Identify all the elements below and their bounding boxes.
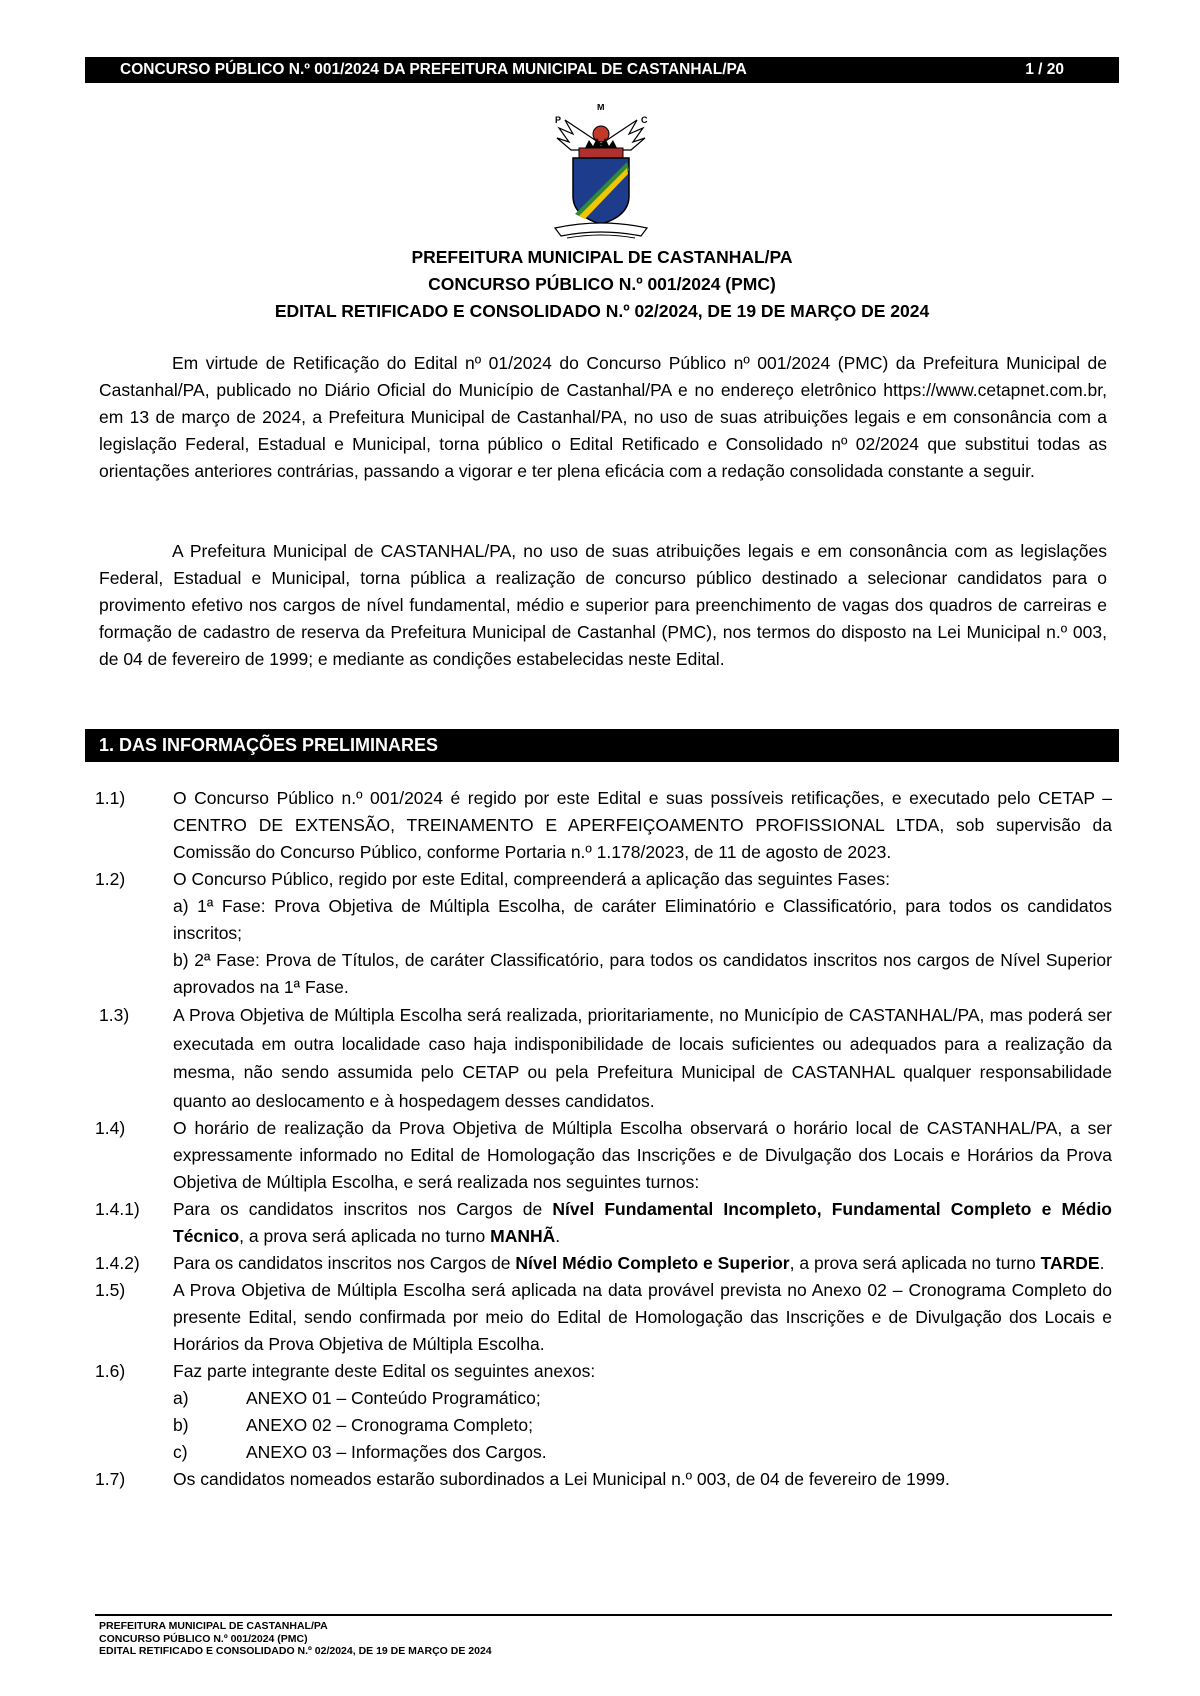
item-1-3 [95,1001,1112,1115]
footer-line-2: CONCURSO PÚBLICO N.º 001/2024 (PMC) [99,1632,308,1645]
item-1-6 [95,1358,1112,1466]
title-concurso: CONCURSO PÚBLICO N.º 001/2024 (PMC) [428,274,776,294]
item-1-4 [95,1115,1112,1196]
item-1-7 [95,1466,1112,1493]
item-text: O Concurso Público, regido por este Edital, compreenderá a aplicação das seguintes Fases: [173,869,890,889]
bold-turno: MANHÃ [490,1226,556,1246]
crest-letter-m: M [597,104,605,112]
header-title: CONCURSO PÚBLICO N.º 001/2024 DA PREFEITURA MUNICIPAL DE CASTANHAL/PA [120,61,747,78]
item-text: O Concurso Público n.º 001/2024 é regido por este Edital e suas possíveis retificações, e executado pelo CETAP – CENTRO DE EXTENSÃO, TREINAMENTO E APERFEIÇOAMENTO PROFISSIONAL LTDA, sob supervisão da Comissão do Concurso Público, conforme Portaria n.º 1.178/2023, de 11 de agosto de 2023. [173,788,1112,862]
crest-letter-c: C [641,115,648,125]
item-text: Para os candidatos inscritos nos Cargos de Nível Médio Completo e Superior, a prova será aplicada no turno TARDE. [173,1253,1105,1273]
item-text: O horário de realização da Prova Objetiva de Múltipla Escolha observará o horário local de CASTANHAL/PA, a ser expressamente informado no Edital de Homologação das Inscrições e de Divulgação dos Locais e Horários da Prova Objetiva de Múltipla Escolha, e será realizada nos seguintes turnos: [173,1118,1112,1192]
item-1-1 [95,785,1112,866]
section-title: 1. DAS INFORMAÇÕES PRELIMINARES [99,735,439,755]
item-text: A Prova Objetiva de Múltipla Escolha será realizada, prioritariamente, no Município de CASTANHAL/PA, mas poderá ser executada em outra localidade caso haja indisponibilidade de locais suficientes ou adequados para a realização da mesma, não sendo assumida pelo CETAP ou pela Prefeitura Municipal de CASTANHAL qualquer responsabilidade quanto ao deslocamento e à hospedagem desses candidatos. [173,1005,1112,1111]
footer-line-1: PREFEITURA MUNICIPAL DE CASTANHAL/PA [99,1620,328,1632]
municipal-crest [545,104,657,244]
item-number: 1.4.1) [95,1199,140,1219]
annex-item-b: b) ANEXO 02 – Cronograma Completo; [173,1415,533,1435]
item-text: Os candidatos nomeados estarão subordinados a Lei Municipal n.º 003, de 04 de fevereiro de 1999. [173,1469,950,1489]
footer-divider [95,1614,1112,1616]
item-text: Faz parte integrante deste Edital os seguintes anexos: [173,1361,596,1381]
page-header-bar [85,57,1119,83]
section-heading [85,729,1119,762]
intro-paragraph-2: A Prefeitura Municipal de CASTANHAL/PA, no uso de suas atribuições legais e em consonância com as legislações Federal, Estadual e Municipal, torna pública a realização de concurso público destinado a selecionar candidatos para o provimento efetivo nos cargos de nível fundamental, médio e superior para preenchimento de vagas dos quadros de carreiras e formação de cadastro de reserva da Prefeitura Municipal de Castanhal (PMC), nos termos do disposto na Lei Municipal n.º 003, de 04 de fevereiro de 1999; e mediante as condições estabelecidas neste Edital. [99,541,1107,669]
item-subpoint-a: a) 1ª Fase: Prova Objetiva de Múltipla Escolha, de caráter Eliminatório e Classificatório, para todos os candidatos inscritos; [173,896,1112,943]
item-1-4-1 [95,1196,1112,1250]
item-number: 1.3) [99,1005,130,1025]
bold-turno: TARDE [1040,1253,1100,1273]
item-number: 1.4) [95,1118,126,1138]
crest-letter-p: P [555,115,562,125]
section-items [95,785,1112,1493]
annex-item-c: c) ANEXO 03 – Informações dos Cargos. [173,1442,547,1462]
page-number: 1 / 20 [1025,61,1064,78]
item-text: Para os candidatos inscritos nos Cargos de Nível Fundamental Incompleto, Fundamental Completo e Médio Técnico, a prova será aplicada no turno MANHÃ. [173,1199,1112,1246]
item-number: 1.7) [95,1469,126,1489]
item-1-5 [95,1277,1112,1358]
title-prefeitura: PREFEITURA MUNICIPAL DE CASTANHAL/PA [411,247,793,267]
intro-paragraph-1: Em virtude de Retificação do Edital nº 01/2024 do Concurso Público nº 001/2024 (PMC) da Prefeitura Municipal de Castanhal/PA, publicado no Diário Oficial do Município de Castanhal/PA e no endereço eletrônico https://www.cetapnet.com.br, em 13 de março de 2024, a Prefeitura Municipal de Castanhal/PA, no uso de suas atribuições legais e em consonância com a legislação Federal, Estadual e Municipal, torna público o Edital Retificado e Consolidado nº 02/2024 que substitui todas as orientações anteriores contrárias, passando a vigorar e ter plena eficácia com a redação consolidada constante a seguir. [99,353,1107,481]
item-1-4-2 [95,1250,1112,1277]
document-titles [85,244,1119,325]
item-1-2 [95,866,1112,1001]
item-number: 1.4.2) [95,1253,140,1273]
page-footer [99,1620,492,1658]
item-number: 1.6) [95,1361,126,1381]
title-edital: EDITAL RETIFICADO E CONSOLIDADO N.º 02/2024, DE 19 DE MARÇO DE 2024 [274,301,930,321]
footer-line-3: EDITAL RETIFICADO E CONSOLIDADO N.º 02/2024, DE 19 DE MARÇO DE 2024 [99,1645,492,1657]
bold-cargos: Nível Médio Completo e Superior [515,1253,790,1273]
item-number: 1.1) [95,788,126,808]
annex-item-a: a) ANEXO 01 – Conteúdo Programático; [173,1388,541,1408]
item-number: 1.5) [95,1280,126,1300]
bold-cargos: Nível Fundamental Incompleto, Fundamental Completo e Médio Técnico [173,1199,1112,1246]
item-subpoint-b: b) 2ª Fase: Prova de Títulos, de caráter Classificatório, para todos os candidatos inscritos nos cargos de Nível Superior aprovados na 1ª Fase. [173,950,1112,997]
item-text: A Prova Objetiva de Múltipla Escolha será aplicada na data provável prevista no Anexo 02 – Cronograma Completo do presente Edital, sendo confirmada por meio do Edital de Homologação das Inscrições e de Divulgação dos Locais e Horários da Prova Objetiva de Múltipla Escolha. [173,1280,1112,1354]
item-number: 1.2) [95,869,126,889]
